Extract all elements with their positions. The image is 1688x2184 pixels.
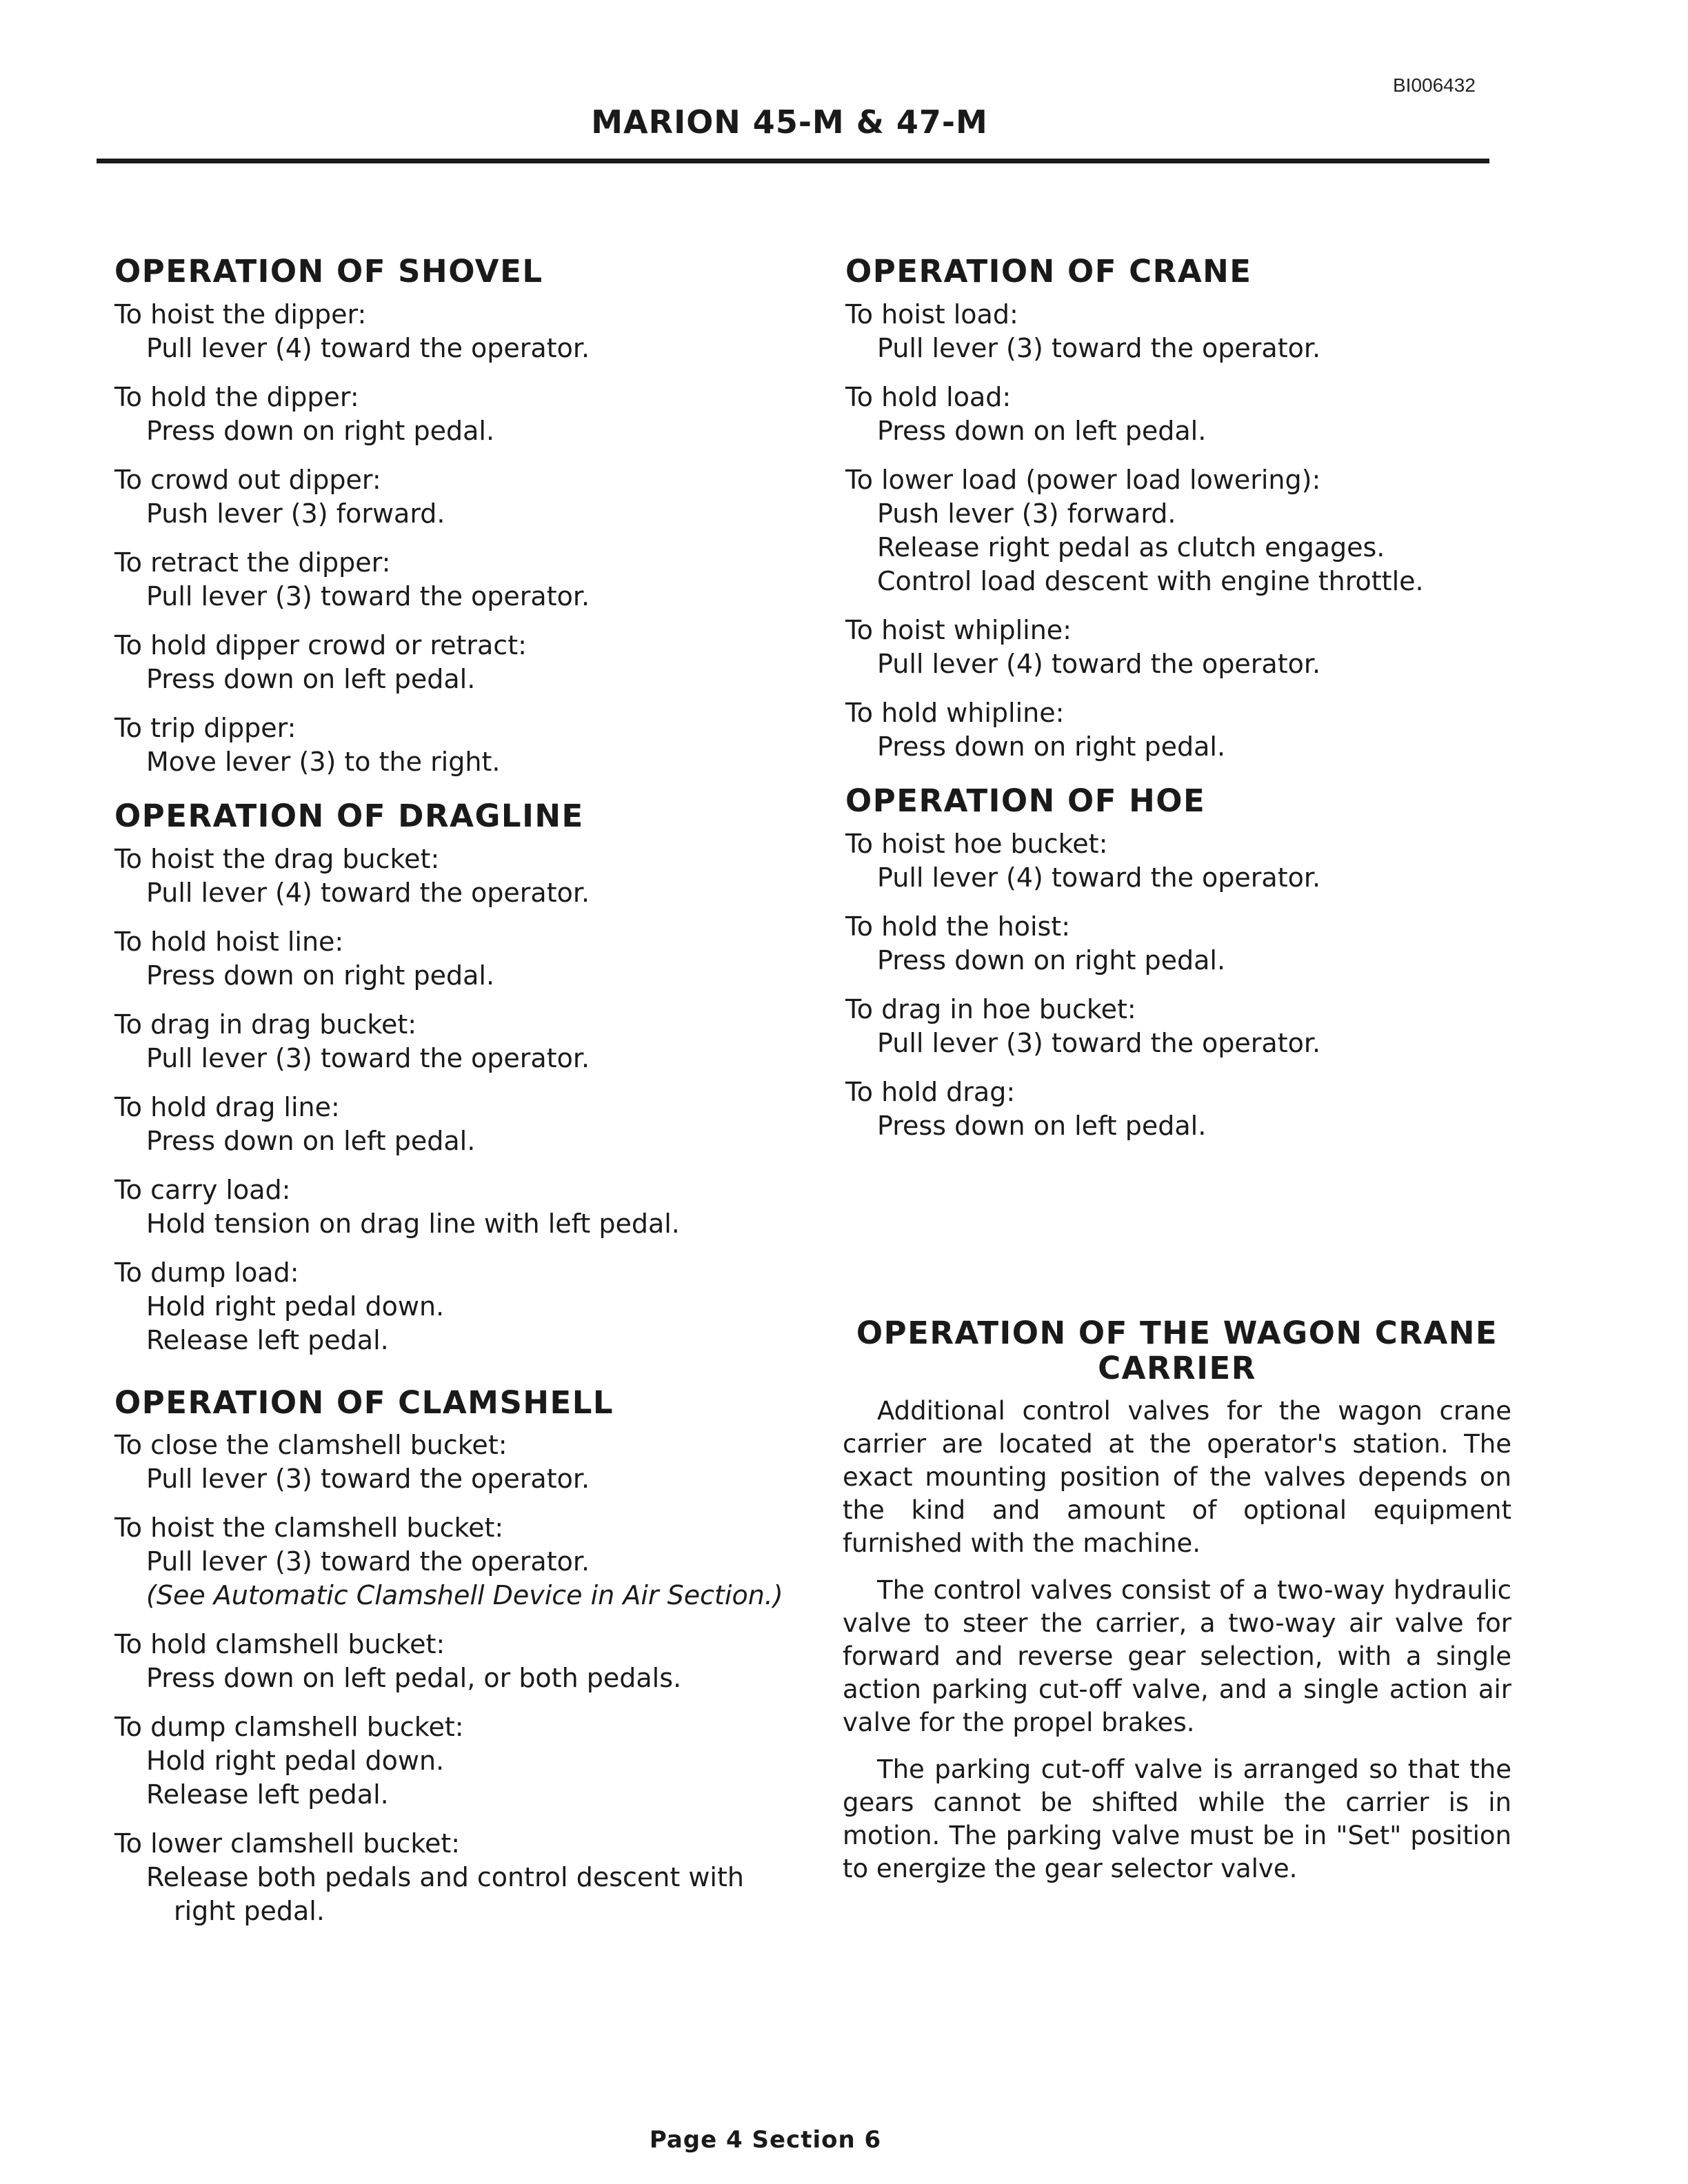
body-paragraph: The parking cut-off valve is arranged so that the gears cannot be shifted while the carrier is in motion. The parking valve must be in "Set" position to energize the gear selector valve. <box>843 1755 1511 1883</box>
instruction-item <box>843 827 1511 895</box>
instruction-line: Release left pedal. <box>146 1779 389 1810</box>
instruction-lead: To lower load (power load lowering): <box>845 464 1321 495</box>
section-crane <box>843 254 1511 764</box>
instruction-line: Push lever (3) forward. <box>877 498 1176 529</box>
instruction-lead: To trip dipper: <box>114 712 297 743</box>
instruction-lead: To hold drag: <box>845 1076 1016 1107</box>
section-hoe <box>843 783 1511 1143</box>
instruction-item <box>843 614 1511 681</box>
instruction-item <box>112 1256 794 1357</box>
section-clamshell <box>112 1385 794 1929</box>
instruction-line: Hold right pedal down. <box>146 1291 445 1322</box>
instruction-item <box>112 1628 794 1695</box>
instruction-line: Hold right pedal down. <box>146 1746 445 1777</box>
instruction-item <box>112 925 794 993</box>
page-title: MARION 45-M & 47-M <box>591 103 988 141</box>
instruction-item <box>112 1091 794 1158</box>
instruction-line: Press down on right pedal. <box>146 415 495 446</box>
instruction-line: Pull lever (4) toward the operator. <box>877 862 1321 893</box>
section-dragline <box>112 798 794 1357</box>
instruction-line: Pull lever (4) toward the operator. <box>146 332 590 363</box>
instruction-item <box>112 298 794 365</box>
instruction-lead: To close the clamshell bucket: <box>114 1430 508 1461</box>
instruction-item <box>112 1008 794 1075</box>
instruction-line: Pull lever (3) toward the operator. <box>146 1546 590 1577</box>
instruction-line: Press down on right pedal. <box>877 731 1226 762</box>
instruction-line: Release left pedal. <box>146 1324 389 1355</box>
instruction-line: Pull lever (3) toward the operator. <box>877 1027 1321 1058</box>
instruction-item <box>112 1428 794 1496</box>
instruction-line: Move lever (3) to the right. <box>146 746 501 777</box>
instruction-line: Control load descent with engine throttle. <box>877 565 1424 596</box>
section-heading: OPERATION OF SHOVEL <box>114 253 543 290</box>
instruction-line: Press down on right pedal. <box>877 944 1226 975</box>
instruction-line: Pull lever (3) toward the operator. <box>146 580 590 611</box>
instruction-line: Press down on left pedal, or both pedals. <box>146 1663 682 1694</box>
instruction-lead: To retract the dipper: <box>114 547 391 578</box>
instruction-lead: To hoist the clamshell bucket: <box>114 1513 504 1544</box>
instruction-line: Release right pedal as clutch engages. <box>877 532 1385 563</box>
right-column <box>843 254 1511 1905</box>
instruction-lead: To hold drag line: <box>114 1091 340 1122</box>
section-heading: OPERATION OF CLAMSHELL <box>114 1384 614 1421</box>
instruction-item <box>112 842 794 910</box>
instruction-line: Release both pedals and control descent with right pedal. <box>146 1862 744 1927</box>
instruction-lead: To carry load: <box>114 1174 291 1205</box>
instruction-item <box>112 381 794 448</box>
document-id: BI006432 <box>1393 74 1476 96</box>
instruction-line: Press down on left pedal. <box>146 1125 476 1156</box>
instruction-lead: To hold load: <box>845 381 1012 412</box>
instruction-lead: To hoist hoe bucket: <box>845 828 1108 859</box>
instruction-item <box>112 1511 794 1612</box>
instruction-lead: To drag in drag bucket: <box>114 1009 417 1040</box>
instruction-item <box>112 1173 794 1241</box>
section-heading-line: CARRIER <box>1098 1350 1256 1387</box>
instruction-lead: To crowd out dipper: <box>114 464 381 495</box>
instruction-lead: To dump load: <box>114 1257 299 1288</box>
instruction-lead: To hold clamshell bucket: <box>114 1629 445 1660</box>
instruction-line: Pull lever (4) toward the operator. <box>146 877 590 908</box>
instruction-item <box>112 546 794 614</box>
instruction-lead: To hoist load: <box>845 299 1018 330</box>
instruction-item <box>112 711 794 779</box>
body-paragraph: The control valves consist of a two-way hydraulic valve to steer the carrier, a two-way air valve for forward and reverse gear selection, with a single action parking cut-off valve, and a single action air valve for the propel brakes. <box>843 1575 1511 1737</box>
page-footer: Page 4 Section 6 <box>649 2126 882 2154</box>
instruction-line: Hold tension on drag line with left pedal. <box>146 1208 680 1239</box>
instruction-lead: To hoist the dipper: <box>114 299 367 330</box>
instruction-lead: To hoist whipline: <box>845 614 1072 645</box>
instruction-item <box>843 381 1511 448</box>
instruction-item <box>843 696 1511 764</box>
instruction-item <box>112 1827 794 1928</box>
instruction-lead: To hold dipper crowd or retract: <box>114 629 527 660</box>
instruction-item <box>843 298 1511 365</box>
section-heading: OPERATION OF CRANE <box>845 253 1252 290</box>
left-column <box>112 254 794 1948</box>
instruction-item <box>843 910 1511 978</box>
instruction-item <box>112 629 794 696</box>
section-heading: OPERATION OF DRAGLINE <box>114 797 584 834</box>
instruction-line: Press down on left pedal. <box>146 663 476 694</box>
instruction-line: Pull lever (3) toward the operator. <box>877 332 1321 363</box>
instruction-line: Press down on right pedal. <box>146 960 495 991</box>
instruction-line: Pull lever (4) toward the operator. <box>877 648 1321 679</box>
instruction-item <box>112 1710 794 1812</box>
instruction-line: Pull lever (3) toward the operator. <box>146 1042 590 1073</box>
instruction-item <box>843 993 1511 1060</box>
instruction-lead: To dump clamshell bucket: <box>114 1712 464 1743</box>
section-heading-line: OPERATION OF THE WAGON CRANE <box>856 1314 1498 1351</box>
instruction-lead: To hold the dipper: <box>114 381 359 412</box>
instruction-item <box>112 463 794 531</box>
instruction-lead: To drag in hoe bucket: <box>845 993 1136 1024</box>
instruction-lead: To hold whipline: <box>845 697 1065 728</box>
instruction-lead: To hold the hoist: <box>845 911 1071 942</box>
title-rule <box>97 159 1489 163</box>
section-wagon-crane-carrier <box>843 1315 1511 1886</box>
instruction-lead: To hoist the drag bucket: <box>114 843 440 874</box>
instruction-item <box>843 1075 1511 1143</box>
instruction-lead: To hold hoist line: <box>114 926 344 957</box>
section-heading <box>843 1315 1511 1387</box>
instruction-line: Press down on left pedal. <box>877 415 1207 446</box>
section-shovel <box>112 254 794 779</box>
instruction-line: Press down on left pedal. <box>877 1110 1207 1141</box>
instruction-item <box>843 463 1511 598</box>
instruction-note: (See Automatic Clamshell Device in Air Section.) <box>146 1580 783 1611</box>
body-paragraph: Additional control valves for the wagon crane carrier are located at the operator's station. The exact mounting position of the valves depends on the kind and amount of optional equipment furnished with the machine. <box>843 1396 1511 1558</box>
instruction-lead: To lower clamshell bucket: <box>114 1828 461 1859</box>
section-heading: OPERATION OF HOE <box>845 782 1206 819</box>
instruction-line: Pull lever (3) toward the operator. <box>146 1464 590 1495</box>
instruction-line: Push lever (3) forward. <box>146 498 445 529</box>
